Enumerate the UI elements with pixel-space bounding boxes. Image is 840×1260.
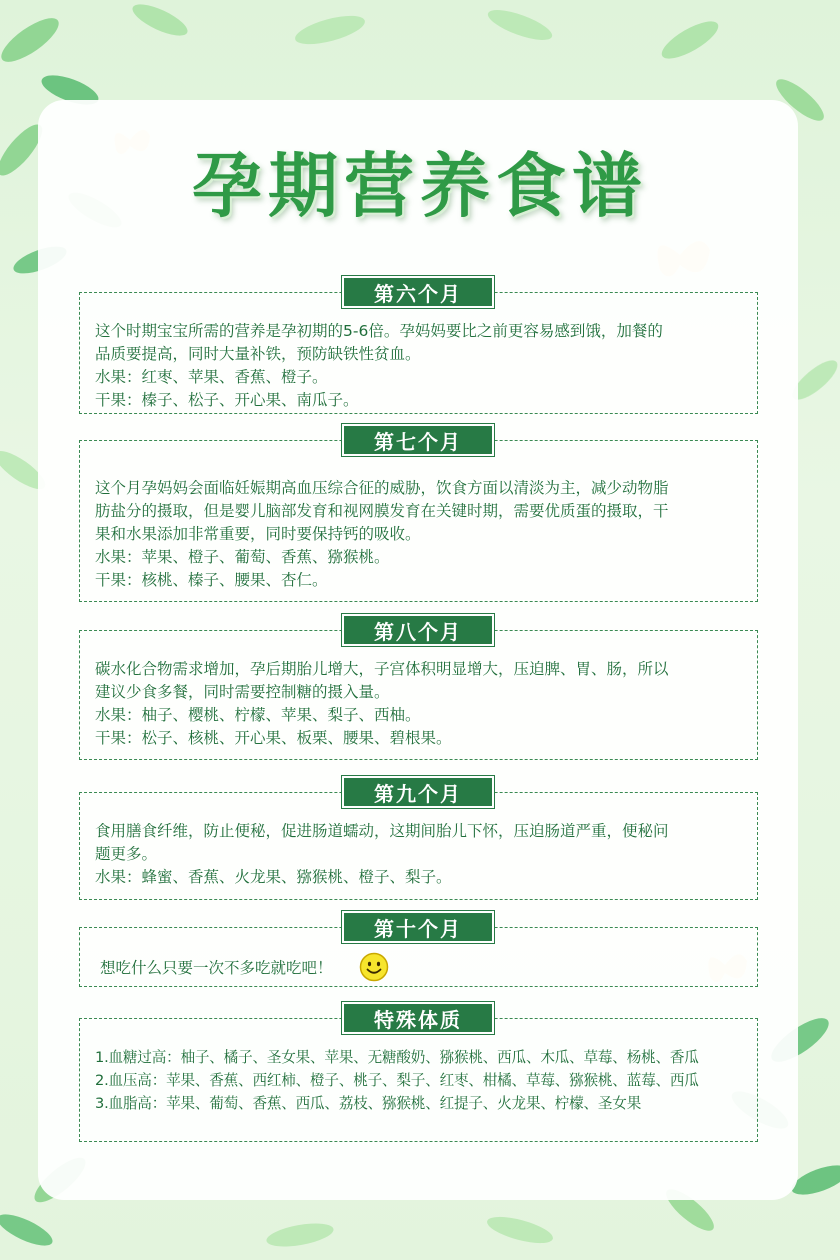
text-line: 干果：核桃、榛子、腰果、杏仁。 xyxy=(95,571,328,589)
text-line: 果和水果添加非常重要，同时要保持钙的吸收。 xyxy=(95,525,421,543)
section-tag: 第八个月 xyxy=(342,614,494,646)
text-line: 干果：榛子、松子、开心果、南瓜子。 xyxy=(95,391,359,409)
text-line: 品质要提高，同时大量补铁，预防缺铁性贫血。 xyxy=(95,345,421,363)
section-text xyxy=(95,658,745,750)
text-line: 2.血压高：苹果、香蕉、西红柿、橙子、桃子、梨子、红枣、柑橘、草莓、猕猴桃、蓝莓、西瓜 xyxy=(95,1072,699,1089)
text-line: 干果：松子、核桃、开心果、板栗、腰果、碧根果。 xyxy=(95,729,452,747)
text-line: 水果：柚子、樱桃、柠檬、苹果、梨子、西柚。 xyxy=(95,706,421,724)
text-line: 水果：红枣、苹果、香蕉、橙子。 xyxy=(95,368,328,386)
text-line: 1.血糖过高：柚子、橘子、圣女果、苹果、无糖酸奶、猕猴桃、西瓜、木瓜、草莓、杨桃、香瓜 xyxy=(95,1049,699,1066)
text-line: 这个时期宝宝所需的营养是孕初期的5-6倍。孕妈妈要比之前更容易感到饿，加餐的 xyxy=(95,322,663,340)
text-line: 建议少食多餐，同时需要控制糖的摄入量。 xyxy=(95,683,390,701)
section-tag: 第六个月 xyxy=(342,276,494,308)
text-line: 水果：蜂蜜、香蕉、火龙果、猕猴桃、橙子、梨子。 xyxy=(95,868,452,886)
text-line: 碳水化合物需求增加，孕后期胎儿增大，子宫体积明显增大，压迫脾、胃、肠，所以 xyxy=(95,660,669,678)
section-text xyxy=(95,320,745,412)
page-title: 孕期营养食谱 xyxy=(192,144,648,227)
section-tag: 第十个月 xyxy=(342,911,494,943)
section-tag: 第七个月 xyxy=(342,424,494,456)
section-text xyxy=(95,1046,745,1115)
smiley-icon xyxy=(359,952,389,982)
text-line: 水果：苹果、橙子、葡萄、香蕉、猕猴桃。 xyxy=(95,548,390,566)
text-line: 食用膳食纤维，防止便秘，促进肠道蠕动，这期间胎儿下怀，压迫肠道严重，便秘问 xyxy=(95,822,669,840)
text-line: 这个月孕妈妈会面临妊娠期高血压综合征的威胁，饮食方面以清淡为主，减少动物脂 xyxy=(95,479,669,497)
text-line: 3.血脂高：苹果、葡萄、香蕉、西瓜、荔枝、猕猴桃、红提子、火龙果、柠檬、圣女果 xyxy=(95,1095,642,1112)
section-text xyxy=(100,957,750,980)
section-text xyxy=(95,477,745,592)
section-tag: 第九个月 xyxy=(342,776,494,808)
text-line: 想吃什么只要一次不多吃就吃吧！ xyxy=(100,959,333,977)
text-line: 题更多。 xyxy=(95,845,158,863)
section-text xyxy=(95,820,745,889)
section-tag: 特殊体质 xyxy=(342,1002,494,1034)
text-line: 肪盐分的摄取，但是婴儿脑部发育和视网膜发育在关键时期，需要优质蛋的摄取，干 xyxy=(95,502,669,520)
